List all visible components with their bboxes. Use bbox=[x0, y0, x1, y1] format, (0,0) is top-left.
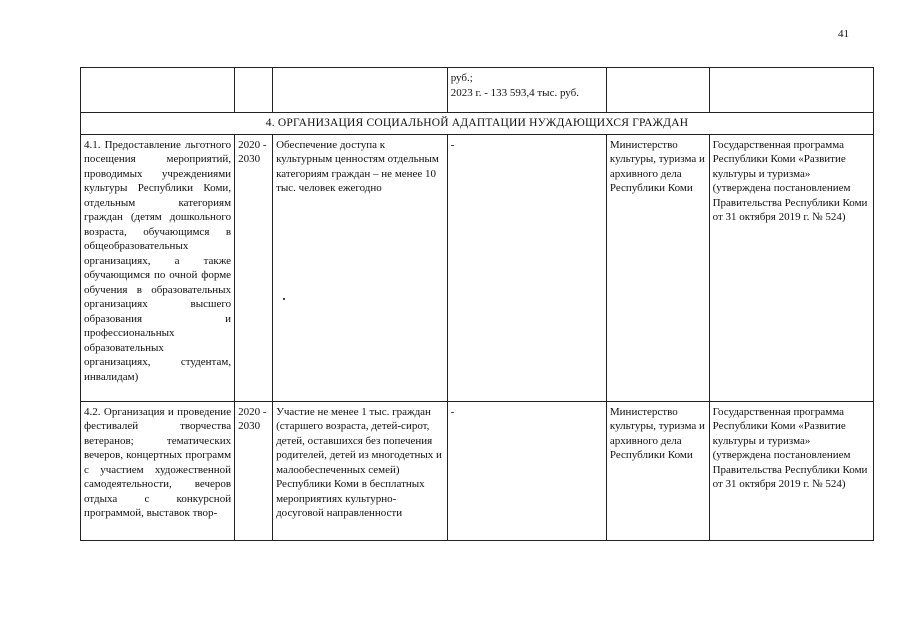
measure-cell: 4.1. Предоставление льготного посещения мероприятий, проводимых учреждениями культуры Республики Коми, отдельным категориям граждан (детям дошкольного возраста, обучающимся в общеобразовательных организациях, а также обучающимся по очной форме обучения в образовательных организациях высшего образования и профессиональных образовательных организациях, студентам, инвалидам) bbox=[81, 134, 235, 401]
measure-cell: 4.2. Организация и проведение фестивалей творчества ветеранов; тематических вечеров, концертных программ с участием художественной самодеятельности, вечеров отдыха с конкурсной программой, выставок твор- bbox=[81, 401, 235, 540]
measures-table bbox=[80, 67, 874, 541]
table-cell bbox=[81, 68, 235, 113]
result-cell: Обеспечение доступа к культурным ценностям отдельным категориям граждан – не менее 10 тыс. человек ежегодно bbox=[273, 134, 448, 401]
table-row bbox=[81, 401, 874, 540]
financing-cell: - bbox=[447, 134, 606, 401]
table-row bbox=[81, 134, 874, 401]
continuation-row bbox=[81, 68, 874, 113]
program-cell: Государственная программа Республики Коми «Развитие культуры и туризма» (утверждена постановлением Правительства Республики Коми от 31 октября 2019 г. № 524) bbox=[709, 134, 873, 401]
period-cell: 2020 - 2030 bbox=[235, 401, 273, 540]
page-number: 41 bbox=[838, 28, 849, 40]
section-row bbox=[81, 113, 874, 135]
scan-speck bbox=[283, 298, 285, 300]
executor-cell: Министерство культуры, туризма и архивного дела Республики Коми bbox=[606, 134, 709, 401]
result-cell: Участие не менее 1 тыс. граждан (старшего возраста, детей-сирот, детей, оставшихся без попечения родителей, детей из многодетных и малообеспеченных семей) Республики Коми в бесплатных мероприятиях культурно-досуговой направленности bbox=[273, 401, 448, 540]
table-cell bbox=[606, 68, 709, 113]
section-heading: 4. ОРГАНИЗАЦИЯ СОЦИАЛЬНОЙ АДАПТАЦИИ НУЖДАЮЩИХСЯ ГРАЖДАН bbox=[81, 113, 874, 135]
financing-cell: руб.; 2023 г. - 133 593,4 тыс. руб. bbox=[447, 68, 606, 113]
table-cell bbox=[273, 68, 448, 113]
table-cell bbox=[709, 68, 873, 113]
table-cell bbox=[235, 68, 273, 113]
financing-cell: - bbox=[447, 401, 606, 540]
period-cell: 2020 - 2030 bbox=[235, 134, 273, 401]
executor-cell: Министерство культуры, туризма и архивного дела Республики Коми bbox=[606, 401, 709, 540]
program-cell: Государственная программа Республики Коми «Развитие культуры и туризма» (утверждена постановлением Правительства Республики Коми от 31 октября 2019 г. № 524) bbox=[709, 401, 873, 540]
